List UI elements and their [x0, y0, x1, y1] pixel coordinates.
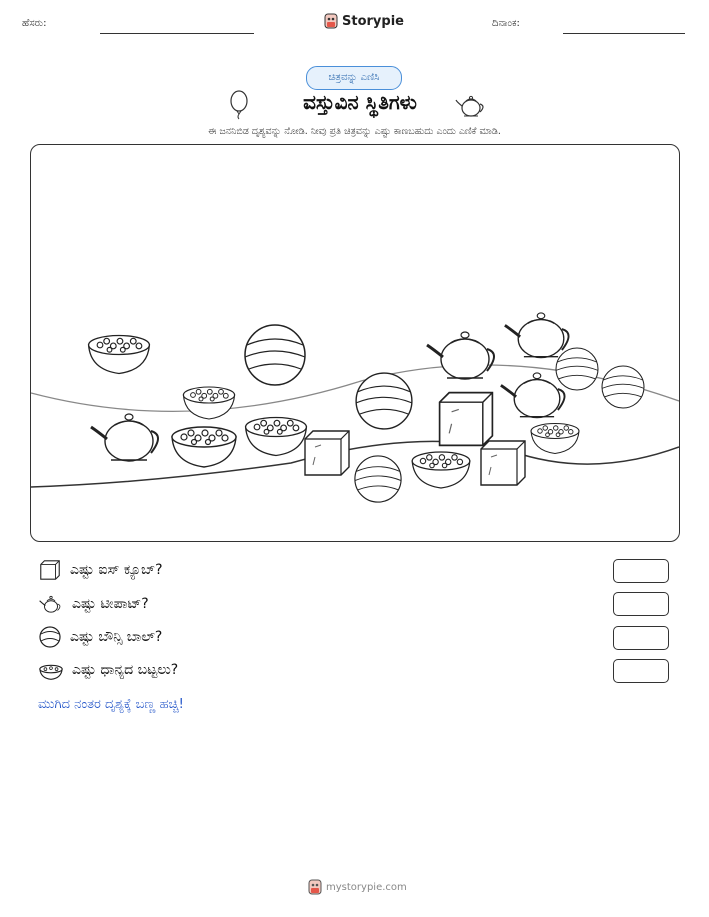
cereal-bowl	[183, 387, 234, 419]
ice-cube	[481, 441, 525, 485]
scene-drawing	[31, 145, 679, 541]
mascot-icon	[308, 879, 322, 895]
question-text: ಎಷ್ಟು ಧಾನ್ಯದ ಬಟ್ಟಲು?	[72, 662, 179, 678]
cereal-bowl	[172, 427, 236, 467]
answer-box-bouncy-ball[interactable]	[613, 626, 669, 650]
cereal-bowl-icon	[38, 658, 64, 682]
question-cereal-bowl	[38, 657, 178, 683]
name-label: ಹೆಸರು:	[22, 18, 47, 29]
question-teapot	[38, 591, 149, 617]
name-line[interactable]	[100, 33, 254, 34]
bouncy-ball-icon	[38, 625, 62, 649]
bouncy-ball	[356, 373, 412, 429]
coloring-note: ಮುಗಿದ ನಂತರ ದೃಶ್ಯಕ್ಕೆ ಬಣ್ಣ ಹಚ್ಚಿ!	[38, 697, 184, 712]
cereal-bowl	[89, 336, 150, 374]
teapot-icon	[38, 592, 64, 616]
question-text: ಎಷ್ಟು ಬೌನ್ಸಿ ಬಾಲ್?	[70, 629, 163, 645]
mascot-icon	[324, 13, 338, 29]
brand-logo	[324, 13, 404, 29]
question-bouncy-ball	[38, 624, 162, 650]
ice-cube	[305, 431, 349, 475]
date-line[interactable]	[563, 33, 685, 34]
cereal-bowl	[412, 452, 470, 488]
cereal-bowl	[246, 418, 307, 456]
instruction-text: ಈ ಜನನಿಬಿಡ ದೃಶ್ಯವನ್ನು ನೋಡಿ. ನೀವು ಪ್ರತಿ ಚಿತ್ರವನ್ನು ಎಷ್ಟು ಕಾಣಬಹುದು ಎಂದು ಎಣಿಕೆ ಮಾಡಿ.	[208, 126, 501, 137]
ice-cube	[440, 393, 493, 446]
cereal-bowl	[531, 424, 579, 454]
teapot	[427, 332, 494, 379]
activity-badge: ಚಿತ್ರವನ್ನು ಎಣಿಸಿ	[306, 66, 402, 90]
bouncy-ball	[355, 456, 401, 502]
teapot	[505, 313, 569, 358]
brand-name: Storypie	[342, 13, 404, 29]
page-title: ವಸ್ತುವಿನ ಸ್ಥಿತಿಗಳು	[303, 90, 417, 114]
answer-box-teapot[interactable]	[613, 592, 669, 616]
site-footer	[308, 879, 407, 895]
question-text: ಎಷ್ಟು ಟೀಪಾಟ್?	[72, 596, 149, 612]
bouncy-ball	[602, 366, 644, 408]
question-ice-cube	[38, 557, 163, 583]
answer-box-cereal-bowl[interactable]	[613, 659, 669, 683]
teapot	[501, 373, 565, 418]
date-label: ದಿನಾಂಕ:	[492, 18, 520, 29]
site-url[interactable]: mystorypie.com	[326, 881, 407, 893]
counting-scene	[30, 144, 680, 542]
ice-cube-icon	[38, 558, 62, 582]
bouncy-ball	[245, 325, 305, 385]
teapot-title-icon	[454, 92, 488, 120]
question-text: ಎಷ್ಟು ಐಸ್ ಕ್ಯೂಬ್?	[70, 562, 163, 578]
bouncy-ball	[556, 348, 598, 390]
teapot	[91, 414, 158, 461]
answer-box-ice-cube[interactable]	[613, 559, 669, 583]
